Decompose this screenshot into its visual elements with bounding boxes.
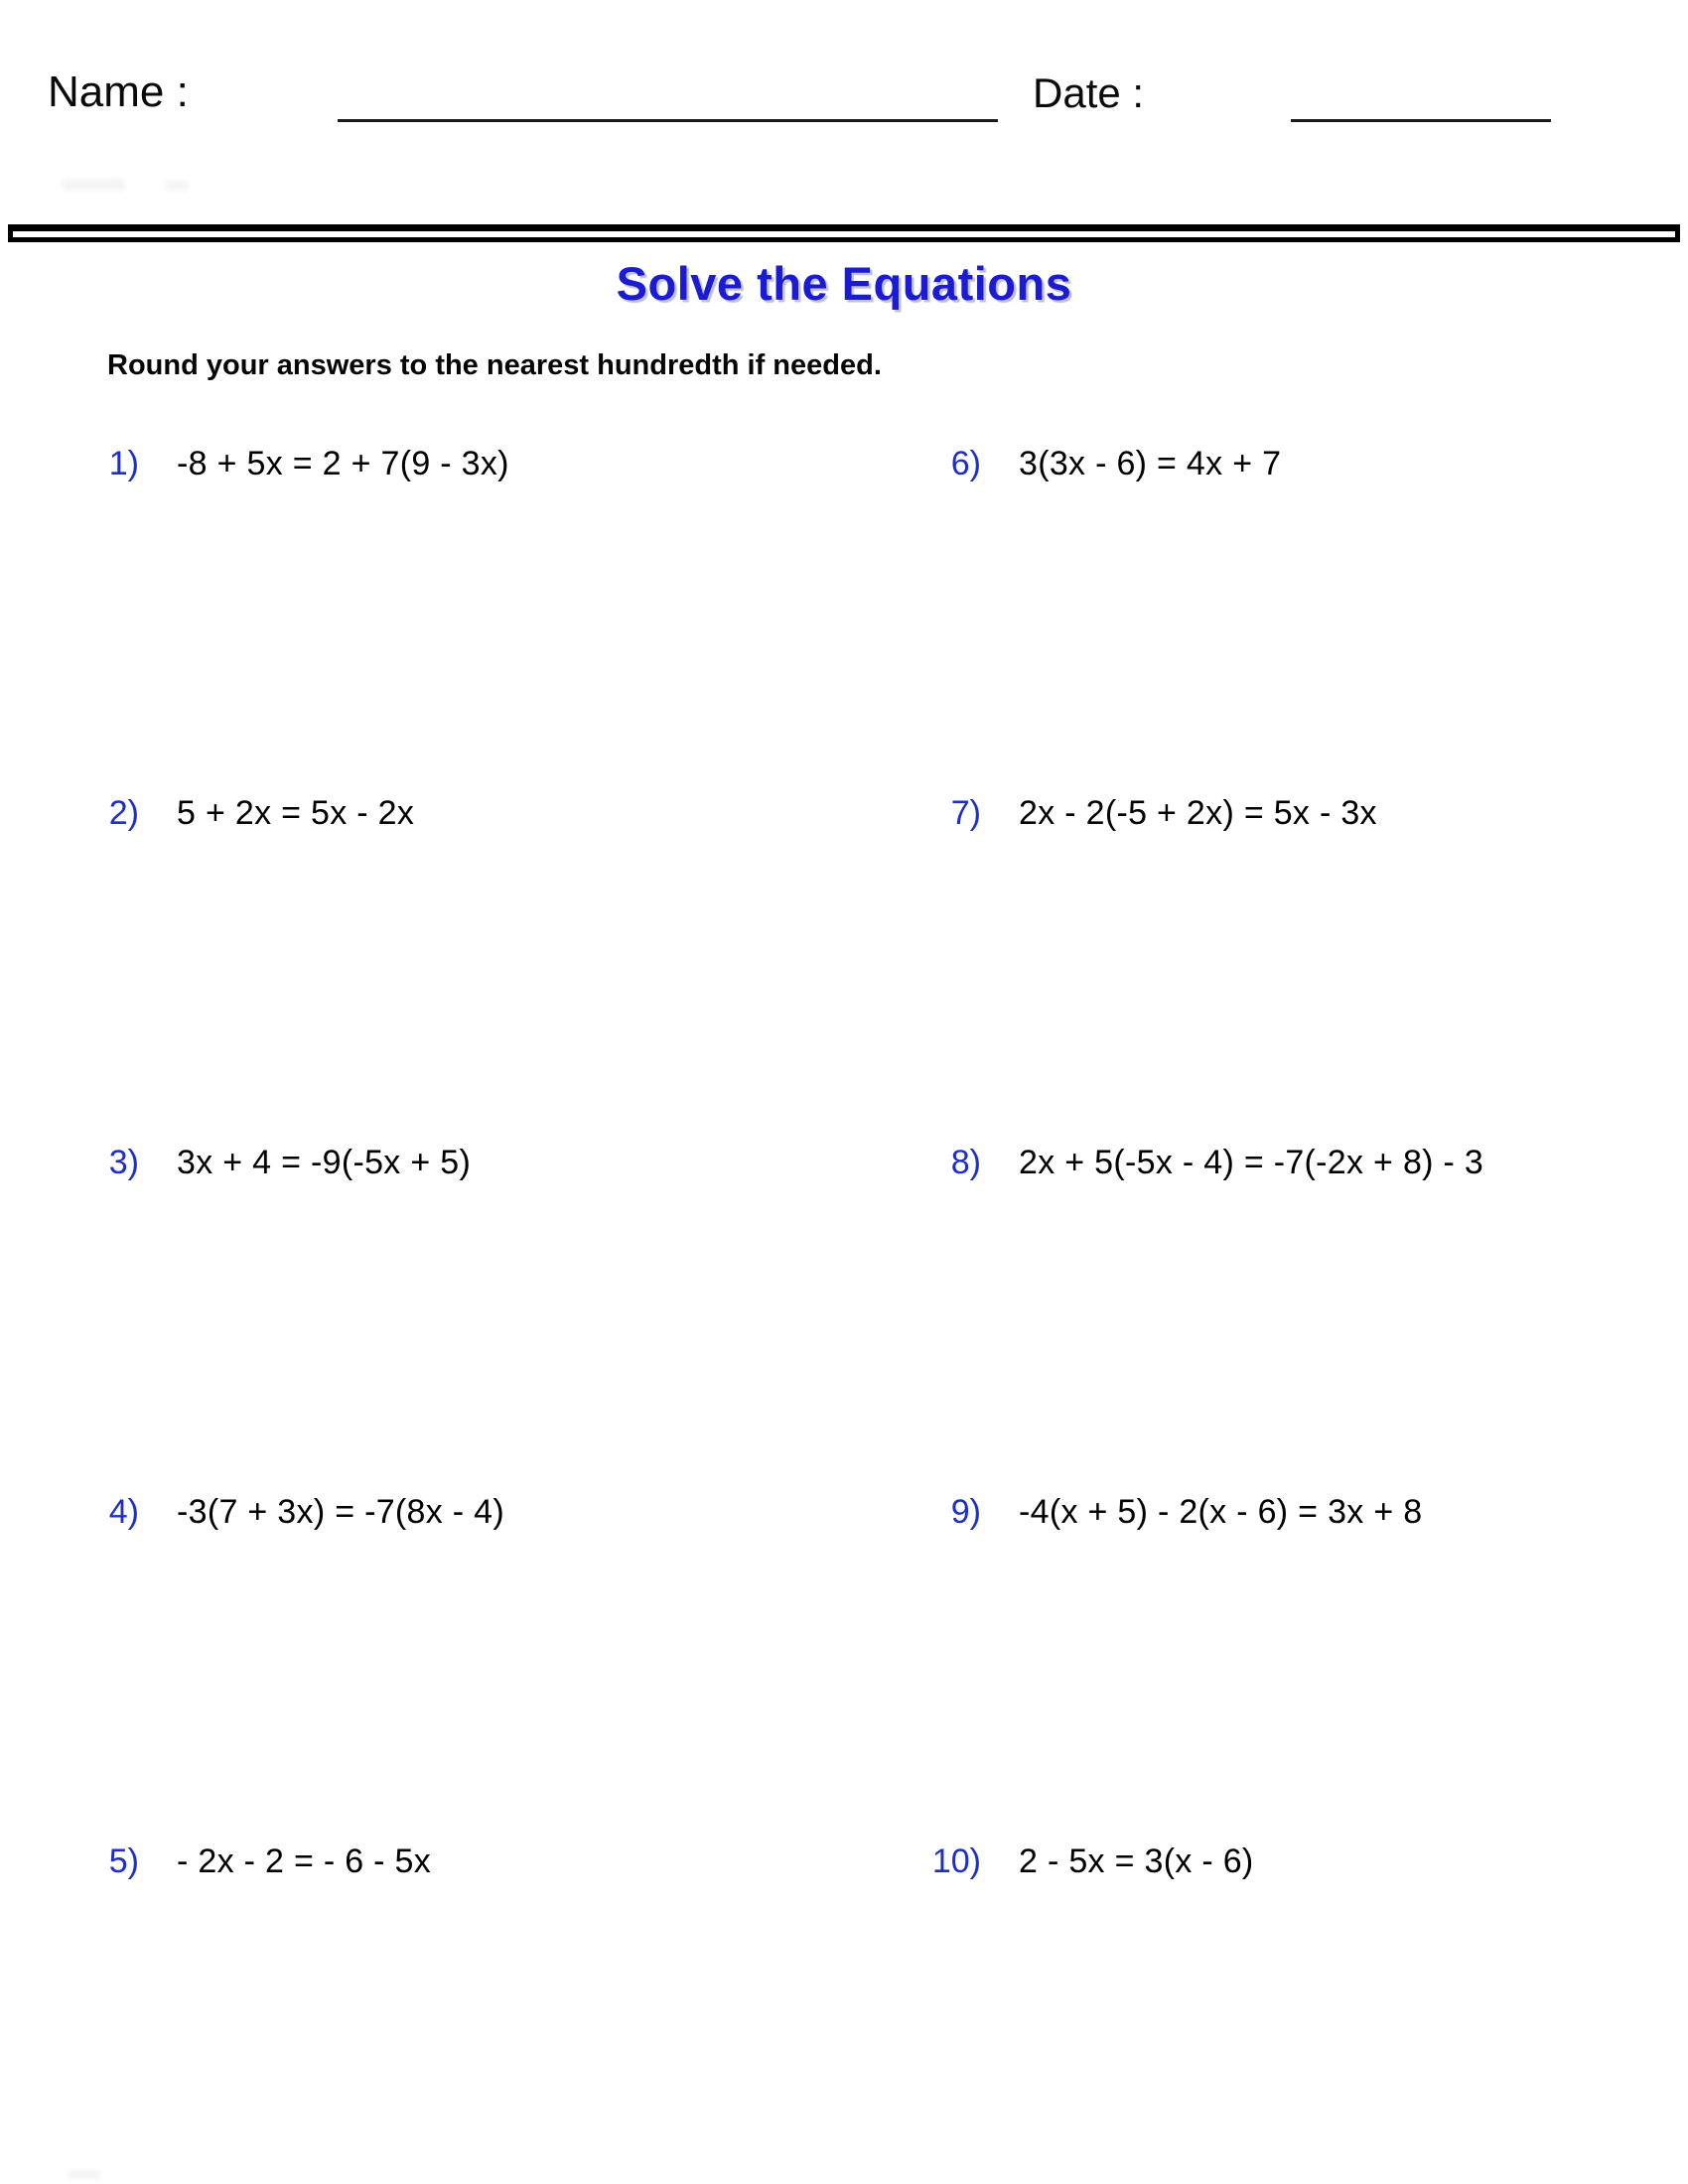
problem-equation: -4(x + 5) - 2(x - 6) = 3x + 8 bbox=[1019, 1493, 1423, 1531]
problem-9 bbox=[925, 1493, 1422, 1532]
date-blank-line[interactable] bbox=[1291, 119, 1551, 122]
page-title: Solve the Equations bbox=[616, 257, 1072, 310]
problem-row bbox=[0, 1144, 1688, 1493]
problem-equation: 3x + 4 = -9(-5x + 5) bbox=[177, 1144, 472, 1181]
faint-smudge bbox=[165, 181, 189, 191]
problem-number: 4) bbox=[108, 1493, 139, 1531]
problem-10 bbox=[925, 1843, 1254, 1881]
problem-number: 1) bbox=[108, 445, 139, 482]
problem-number: 10) bbox=[931, 1843, 981, 1880]
problem-3 bbox=[99, 1144, 471, 1182]
problem-row bbox=[0, 1493, 1688, 1843]
problem-5 bbox=[99, 1843, 431, 1881]
problem-equation: 2x - 2(-5 + 2x) = 5x - 3x bbox=[1019, 794, 1377, 832]
problem-equation: -3(7 + 3x) = -7(8x - 4) bbox=[177, 1493, 504, 1531]
name-label: Name : bbox=[48, 68, 189, 116]
problem-equation: - 2x - 2 = - 6 - 5x bbox=[177, 1843, 432, 1880]
problem-1 bbox=[99, 445, 509, 483]
problem-4 bbox=[99, 1493, 504, 1532]
problem-number: 7) bbox=[950, 794, 981, 832]
faint-smudge bbox=[68, 2170, 101, 2179]
problem-row bbox=[0, 445, 1688, 794]
problem-equation: 5 + 2x = 5x - 2x bbox=[177, 794, 415, 832]
date-label: Date : bbox=[1033, 69, 1145, 116]
problem-equation: -8 + 5x = 2 + 7(9 - 3x) bbox=[177, 445, 509, 482]
header-divider-rule bbox=[8, 224, 1680, 242]
problem-8 bbox=[925, 1144, 1483, 1182]
faint-smudge bbox=[62, 179, 125, 191]
problems-list bbox=[0, 445, 1688, 2184]
problem-2 bbox=[99, 794, 414, 833]
problem-number: 9) bbox=[950, 1493, 981, 1531]
problem-7 bbox=[925, 794, 1377, 833]
problem-number: 8) bbox=[950, 1144, 981, 1181]
problem-equation: 2x + 5(-5x - 4) = -7(-2x + 8) - 3 bbox=[1019, 1144, 1484, 1181]
problem-equation: 3(3x - 6) = 4x + 7 bbox=[1019, 445, 1282, 482]
problem-number: 3) bbox=[108, 1144, 139, 1181]
problem-6 bbox=[925, 445, 1281, 483]
name-blank-line[interactable] bbox=[338, 119, 998, 122]
instruction-text: Round your answers to the nearest hundredth if needed. bbox=[107, 349, 882, 381]
problem-number: 6) bbox=[950, 445, 981, 482]
problem-number: 2) bbox=[108, 794, 139, 832]
problem-row bbox=[0, 794, 1688, 1144]
problem-row bbox=[0, 1843, 1688, 2184]
problem-number: 5) bbox=[108, 1843, 139, 1880]
problem-equation: 2 - 5x = 3(x - 6) bbox=[1019, 1843, 1254, 1880]
